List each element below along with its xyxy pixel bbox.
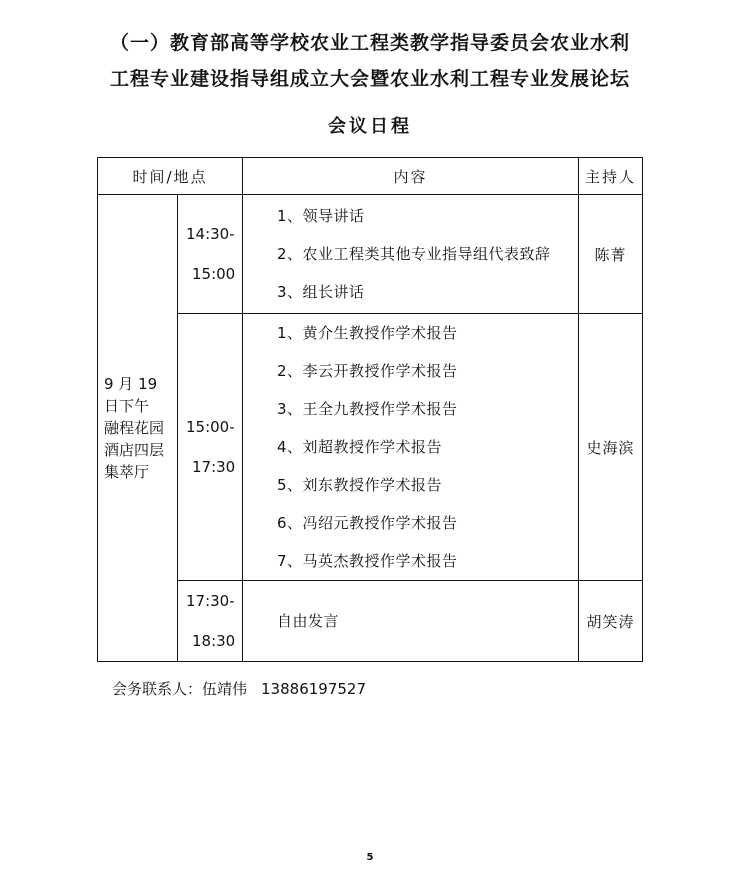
session-content xyxy=(243,195,579,314)
table-header-row xyxy=(98,158,643,195)
place-line: 酒店四层 xyxy=(104,441,165,459)
schedule-heading: 会议日程 xyxy=(328,116,412,137)
place-line: 9 月 19 xyxy=(104,375,158,393)
agenda-item: 5、刘东教授作学术报告 xyxy=(277,476,443,494)
session-host: 陈菁 xyxy=(579,195,643,314)
time-end: 18:30 xyxy=(192,632,236,650)
session-row-3 xyxy=(98,581,643,662)
session-host: 史海滨 xyxy=(579,314,643,581)
agenda-item: 4、刘超教授作学术报告 xyxy=(277,438,443,456)
time-start: 17:30- xyxy=(186,592,235,610)
agenda-item: 1、领导讲话 xyxy=(277,207,365,225)
agenda-item: 自由发言 xyxy=(277,612,340,630)
place-cell xyxy=(98,195,178,662)
time-start: 15:00- xyxy=(186,418,235,436)
time-end: 17:30 xyxy=(192,458,236,476)
contact-line xyxy=(112,678,366,699)
session-time xyxy=(178,581,243,662)
header-host: 主持人 xyxy=(579,158,643,195)
session-content xyxy=(243,314,579,581)
agenda-item: 1、黄介生教授作学术报告 xyxy=(277,324,458,342)
place-line: 集萃厅 xyxy=(104,463,150,481)
title-line-2: 工程专业建设指导组成立大会暨农业水利工程专业发展论坛 xyxy=(109,68,630,90)
contact-phone: 13886197527 xyxy=(261,680,366,698)
page-number: 5 xyxy=(366,852,374,863)
agenda-item: 2、农业工程类其他专业指导组代表致辞 xyxy=(277,245,551,263)
header-time-place: 时间/地点 xyxy=(98,158,243,195)
session-row-1 xyxy=(98,195,643,314)
session-row-2 xyxy=(98,314,643,581)
header-content: 内容 xyxy=(243,158,579,195)
agenda-item: 3、王全九教授作学术报告 xyxy=(277,400,458,418)
time-start: 14:30- xyxy=(186,225,235,243)
place-line: 日下午 xyxy=(104,397,150,415)
session-time xyxy=(178,314,243,581)
agenda-item: 6、冯绍元教授作学术报告 xyxy=(277,514,458,532)
agenda-item: 2、李云开教授作学术报告 xyxy=(277,362,458,380)
session-host: 胡笑涛 xyxy=(579,581,643,662)
agenda-item: 7、马英杰教授作学术报告 xyxy=(277,552,458,570)
time-end: 15:00 xyxy=(192,265,236,283)
session-time xyxy=(178,195,243,314)
session-content xyxy=(243,581,579,662)
agenda-item: 3、组长讲话 xyxy=(277,283,365,301)
place-line: 融程花园 xyxy=(104,419,165,437)
agenda-table xyxy=(97,157,643,662)
title-line-1: （一）教育部高等学校农业工程类教学指导委员会农业水利 xyxy=(109,32,630,54)
contact-person: 会务联系人：伍靖伟 xyxy=(112,680,248,698)
